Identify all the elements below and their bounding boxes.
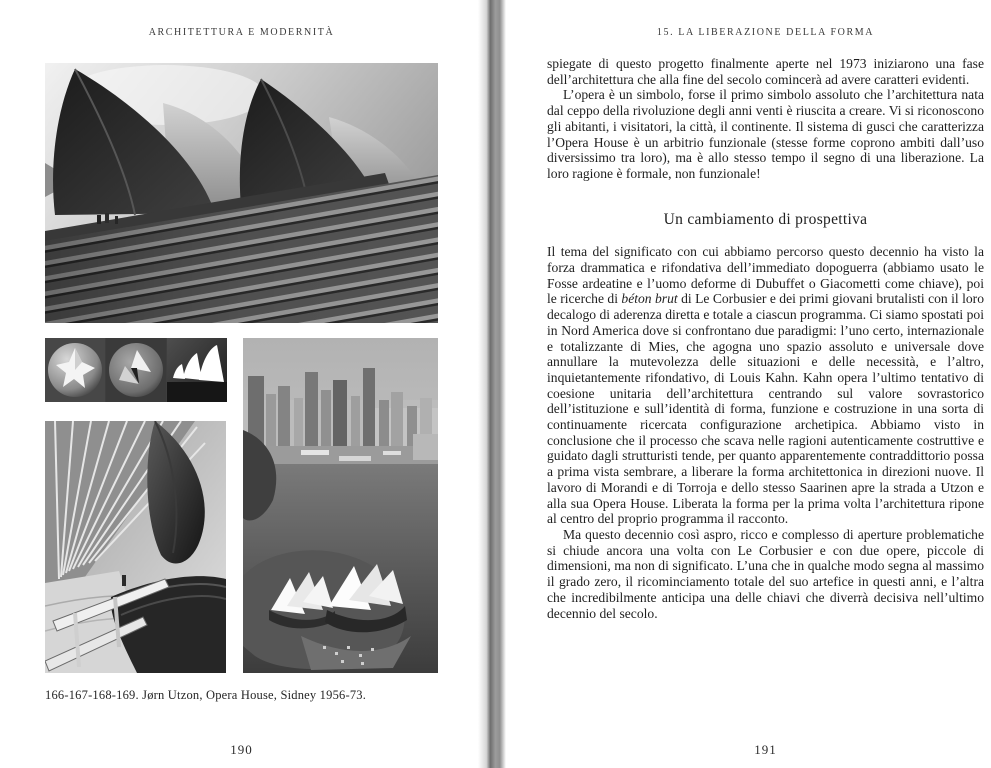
paragraph xyxy=(547,244,984,527)
photo-opera-house-shells-steps-graphic xyxy=(45,63,438,323)
section-heading: Un cambiamento di prospettiva xyxy=(663,210,868,228)
page-right xyxy=(505,0,991,768)
book-gutter-shadow xyxy=(478,0,506,768)
page-number-left: 190 xyxy=(230,742,253,757)
photo-construction-interior xyxy=(45,421,226,673)
paragraph-text: di Le Corbusier e dei primi giovani brutalisti con il loro decalogo di aderenza diretta e totale a ciascun programma. Ci siamo spostati poi in Nord America dove si confrontano due paradigmi: l’uno certo, internazionale e totalizzante di Mies, che agogna uno spazio assoluto e universale dove annullare la mutevolezza delle situazioni e delle necessità, e l’altro, inquietantemente rifondativo, di Louis Kahn. Kahn opera l’ultimo tentativo di coesione unitaria dell’architettura centrando sul valore sovrastorico dell’istituzione e sull’identità di forma, funzione e costruzione in una sorta di continuamente ricercata configurazione archetipica. Abbiamo visto in conclusione che il processo che scava nelle ragioni autenticamente costruttive e guidato dagli strutturisti tende, per quanto apparentemente contraddittorio possa a prima vista sembrare, a liberare la forma architettonica in direzioni nuove. Il lavoro di Morandi e di Torroja e dello stesso Saarinen apre la strada a Utzon e alla sua Opera House. Liberata la forma per la prima volta l’architettura ripone al centro del proprio programma il racconto. xyxy=(547,291,984,527)
running-head-left: ARCHITETTURA E MODERNITÀ xyxy=(148,27,335,38)
photo-sydney-aerial xyxy=(243,338,438,673)
photo-opera-house-shells-steps xyxy=(45,63,438,323)
paragraph: L’opera è un simbolo, forse il primo simbolo assoluto che l’architettura nata dal ceppo della rivoluzione degli anni venti è riuscita a creare. Vi si riconoscono gli abitanti, i visitatori, la città, il continente. Il sistema di gusci che caratterizza l’Opera House è un arbitrio funzionale (stesse forme coprono ambiti dall’uso diversissimo tra loro), ma è allo stesso tempo il segno di una liberazione. La loro ragione è formale, non funzionale! xyxy=(547,87,984,181)
paragraph-text: Il tema del significato con cui abbiamo percorso questo decennio ha visto la forza drammatica e rifondativa dell’immediato dopoguerra (abbiamo usato le Fosse ardeatine e l’uomo deforme di Dubuffet o Giacometti come chiave), poi le ricerche di xyxy=(547,244,984,307)
photo-shell-geometry-models xyxy=(45,338,227,402)
running-head-right: 15. LA LIBERAZIONE DELLA FORMA xyxy=(656,27,875,38)
photo-shell-geometry-models-graphic xyxy=(45,338,227,402)
figure-caption: 166-167-168-169. Jørn Utzon, Opera House, Sidney 1956-73. xyxy=(45,688,367,702)
page-number-right: 191 xyxy=(754,742,777,757)
paragraph: Ma questo decennio così aspro, ricco e complesso di aperture problematiche si chiude ancora una volta con Le Corbusier e con due opere, piccole di dimensioni, ma non di significato. L’una che in qualche modo segna al massimo il grado zero, il ricominciamento totale del suo artefice in questi anni, e l’altra che incredibilmente anticipa una delle chiavi che diverrà decisiva nell’ultimo decennio del secolo. xyxy=(547,526,984,621)
italic-term: béton brut xyxy=(621,291,678,307)
page-left xyxy=(0,0,483,768)
photo-construction-interior-graphic xyxy=(45,421,226,673)
paragraph-continued: spiegate di questo progetto finalmente aperte nel 1973 iniziarono una fase dell’architettura che alla fine del secolo comincerà ad avere caratteri evidenti. xyxy=(547,56,984,87)
photo-sydney-aerial-graphic xyxy=(243,338,438,673)
body-text xyxy=(547,56,984,621)
